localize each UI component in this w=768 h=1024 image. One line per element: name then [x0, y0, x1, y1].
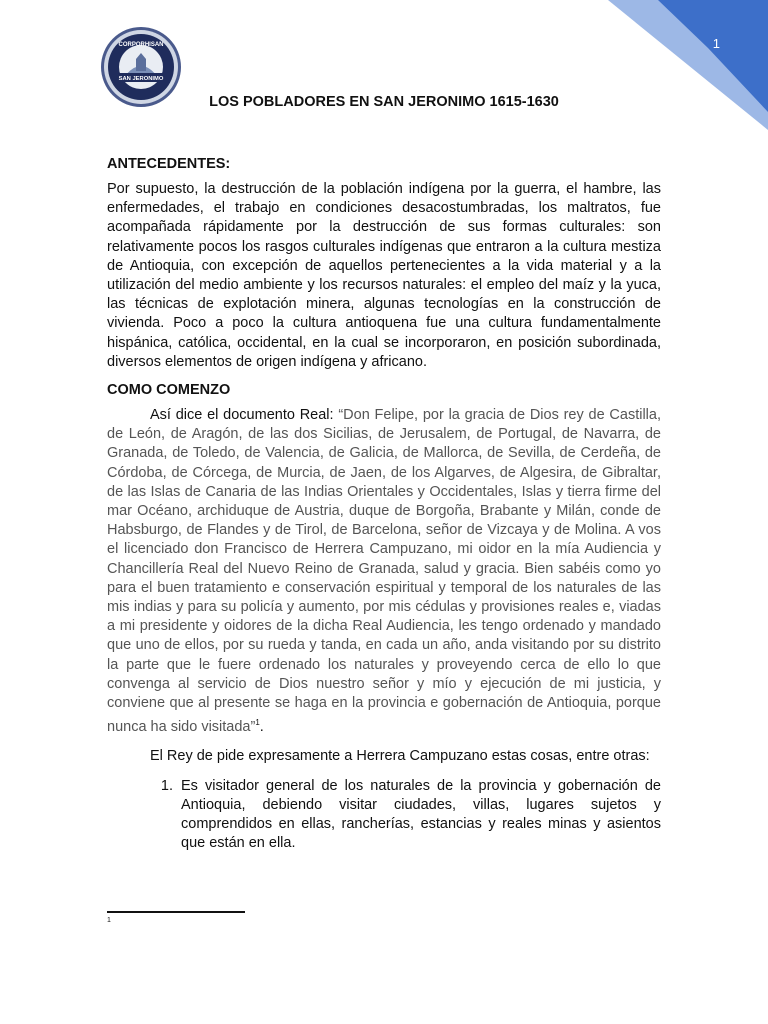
document-body [107, 156, 661, 853]
footnote-separator [107, 911, 245, 913]
document-title: LOS POBLADORES EN SAN JERONIMO 1615-1630 [209, 94, 559, 110]
footnote-reference[interactable]: 1 [255, 718, 260, 728]
list-item-number: 1. [160, 777, 173, 794]
royal-document-quote: “Don Felipe, por la gracia de Dios rey de Castilla, de León, de Aragón, de las dos Sicilias, de Jerusalem, de Portugal, de Navarra, de Granada, de Toledo, de Valencia, de Galicia, de Mallorca, de Sevilla, de Cerdeña, de Córdoba, de Córcega, de Murcia, de Jaen, de los Algarves, de Algesira, de Gibraltar, de las Islas de Canaria de las Indias Orientales y Occidentales, Islas y tierra firme del mar Océano, archiduque de Austria, duque de Borgoña, Brabante y Milán, conde de Habsburgo, de Flandes y de Tirol, de Barcelona, señor de Vizcaya y de Molina. A vos el licenciado don Francisco de Herrera Campuzano, mi oidor en la mía Audiencia y Chancillería Real del Nuevo Reino de Granada, salud y gracia. Bien sabéis como yo para el buen tratamiento e conservación espiritual y temporal de los naturales de las mis indias y para su policía y aumento, por mis cédulas y provisiones reales e, viadas a mi presidente y oidores de la dicha Real Audiencia, les tengo ordenado y mandado que uno de ellos, por su rueda y tanda, en cada un año, anda visitando por su distrito la parte que le fuere ordenado los naturales y proveyendo cerca de ello lo que convenga al servicio de Dios nuestro señor y mío y ejecución de mi justicia, y conviene que al presente se haga en la provincia e gobernación de Antioquia, porque nunca ha sido visitada” [107, 407, 661, 736]
list-item [107, 777, 661, 854]
list-item-text: Es visitador general de los naturales de la provincia y gobernación de Antioquia, debiendo visitar ciudades, villas, lugares sujetos y comprendidos en ellas, rancherías, estancias y reales minas y asientos que están en ella. [181, 777, 661, 852]
como-comenzo-heading: COMO COMENZO [107, 382, 231, 399]
antecedentes-heading: ANTECEDENTES: [107, 156, 231, 172]
royal-document-paragraph: Así dice el documento Real: “Don Felipe, por la gracia de Dios rey de Castilla, de León, de Aragón, de las dos Sicilias, de Jerusalem, de Portugal, de Navarra, de Granada, de Toledo, de Valencia, de Galicia, de Mallorca, de Sevilla, de Cerdeña, de Córdoba, de Córcega, de Murcia, de Jaen, de los Algarves, de Algesira, de Gibraltar, de las Islas de Canaria de las Indias Orientales y Occidentales, Islas y tierra firme del mar Océano, archiduque de Austria, duque de Borgoña, Brabante y Milán, conde de Habsburgo, de Flandes y de Tirol, de Barcelona, señor de Vizcaya y de Molina. A vos el licenciado don Francisco de Herrera Campuzano, mi oidor en la mía Audiencia y Chancillería Real del Nuevo Reino de Granada, salud y gracia. Bien sabéis como yo para el buen tratamiento e conservación espiritual y temporal de los naturales de las mis indias y para su policía y aumento, por mis cédulas y provisiones reales e, viadas a mi presidente y oidores de la dicha Real Audiencia, les tengo ordenado y mandado que uno de ellos, por su rueda y tanda, en cada un año, anda visitando por su distrito la parte que le fuere ordenado los naturales y proveyendo cerca de ello lo que convenga al servicio de Dios nuestro señor y mío y ejecución de mi justicia, y conviene que al presente se haga en la provincia e gobernación de Antioquia, porque nunca ha sido visitada”$^1$. [107, 407, 661, 736]
corner-decoration [508, 0, 768, 130]
antecedentes-paragraph: Por supuesto, la destrucción de la población indígena por la guerra, el hambre, las enfermedades, el trabajo en condiciones desacostumbradas, los maltratos, fue acompañada rápidamente por la destrucción de sus formas culturales: son relativamente pocos los rasgos culturales indígenas que entraron a la cultura mestiza de Antioquia, con excepción de aquellos pertenecientes a la vida material y a la utilización del medio ambiente y los recursos naturales: el empleo del maíz y la yuca, las técnicas de explotación minera, algunas tecnologías en la construcción de vivienda. Poco a poco la cultura antioquena fue una cultura fundamentalmente hispánica, católica, occidental, en la cual se incorporaron, en posición subordinada, diversos elementos de origen indígena y africano. [107, 181, 661, 370]
rey-paragraph: El Rey de pide expresamente a Herrera Campuzano estas cosas, entre otras: [150, 748, 650, 765]
royal-document-intro: Así dice el documento Real: [150, 407, 339, 424]
page-number: 1 [712, 36, 720, 51]
logo-text-bottom: SAN JERONIMO [118, 76, 164, 82]
footnote-mark: 1 [107, 917, 111, 924]
requests-list [107, 777, 661, 854]
logo-text-top: CORPORHISAN [118, 42, 164, 48]
